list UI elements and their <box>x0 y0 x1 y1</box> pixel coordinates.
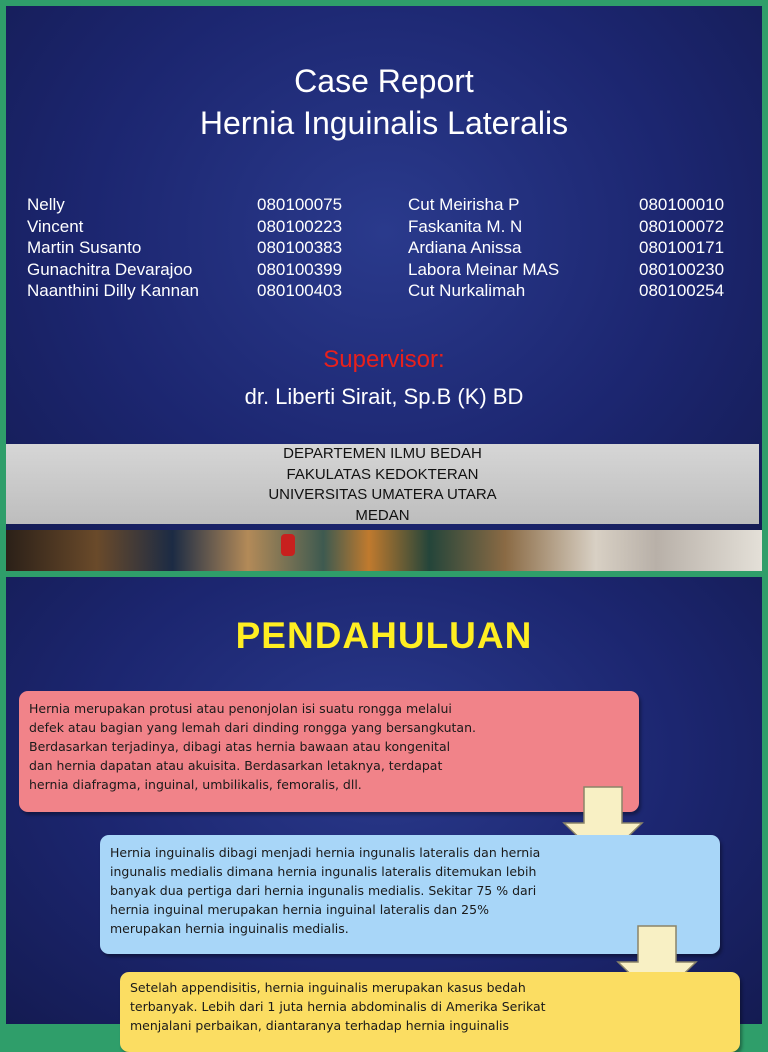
member-name: Gunachitra Devarajoo <box>27 259 193 279</box>
box-line: menjalani perbaikan, diantaranya terhadap hernia inguinalis <box>130 1018 510 1033</box>
box-line: defek atau bagian yang lemah dari dinding rongga yang bersangkutan. <box>29 720 476 735</box>
member-name: Labora Meinar MAS <box>408 259 560 279</box>
box-line: Setelah appendisitis, hernia inguinalis merupakan kasus bedah <box>130 980 526 995</box>
department-line: DEPARTEMEN ILMU BEDAH <box>283 445 482 462</box>
member-id: 080100075 <box>257 195 343 214</box>
member-name: Martin Susanto <box>27 238 142 258</box>
member-name: Faskanita M. N <box>408 216 523 236</box>
text-box-epidemiology <box>120 972 740 1052</box>
text-box-definition <box>19 691 639 812</box>
slide-title-line2: Hernia Inguinalis Lateralis <box>199 105 569 141</box>
box-line: dan hernia dapatan atau akuisita. Berdasarkan letaknya, terdapat <box>29 758 443 773</box>
member-name: Cut Meirisha P <box>408 195 520 214</box>
member-id: 080100403 <box>257 281 343 301</box>
box-line: banyak dua pertiga dari hernia ingunalis medialis. Sekitar 75 % dari <box>110 883 537 898</box>
surgical-lamp-shape <box>281 534 295 556</box>
supervisor-name: dr. Liberti Sirait, Sp.B (K) BD <box>244 384 524 409</box>
slide-title-line1: Case Report <box>294 63 474 99</box>
supervisor-label: Supervisor: <box>323 346 445 373</box>
box-line: Hernia inguinalis dibagi menjadi hernia ingunalis lateralis dan hernia <box>110 845 541 860</box>
department-line: UNIVERSITAS UMATERA UTARA <box>268 486 497 503</box>
box-line: merupakan hernia inguinalis medialis. <box>110 921 349 936</box>
member-name: Cut Nurkalimah <box>408 281 526 301</box>
box-line: terbanyak. Lebih dari 1 juta hernia abdominalis di Amerika Serikat <box>130 999 546 1014</box>
box-line: hernia inguinal merupakan hernia inguinal lateralis dan 25% <box>110 902 489 917</box>
member-id: 080100230 <box>639 259 725 279</box>
member-name: Naanthini Dilly Kannan <box>27 281 199 301</box>
department-band <box>6 444 759 524</box>
member-name: Nelly <box>27 195 65 214</box>
member-id: 080100254 <box>639 281 725 301</box>
box-line: ingunalis medialis dimana hernia ingunalis lateralis ditemukan lebih <box>110 864 537 879</box>
member-id: 080100383 <box>257 238 343 258</box>
member-id: 080100223 <box>257 216 343 236</box>
surgery-photo-strip <box>6 530 762 571</box>
box-line: Hernia merupakan protusi atau penonjolan isi suatu rongga melalui <box>29 701 452 716</box>
member-id: 080100010 <box>639 195 725 214</box>
department-line: MEDAN <box>355 506 410 524</box>
member-name: Ardiana Anissa <box>408 238 522 258</box>
box-line: hernia diafragma, inguinal, umbilikalis, femoralis, dll. <box>29 777 362 792</box>
title-slide <box>6 6 762 571</box>
intro-slide <box>6 577 762 1033</box>
box-line: Berdasarkan terjadinya, dibagi atas hernia bawaan atau kongenital <box>29 739 451 754</box>
slide-heading: PENDAHULUAN <box>235 615 533 656</box>
member-id: 080100171 <box>639 238 725 258</box>
member-name: Vincent <box>27 216 84 236</box>
department-line: FAKULATAS KEDOKTERAN <box>286 465 479 483</box>
member-id: 080100399 <box>257 259 343 279</box>
member-id: 080100072 <box>639 216 725 236</box>
